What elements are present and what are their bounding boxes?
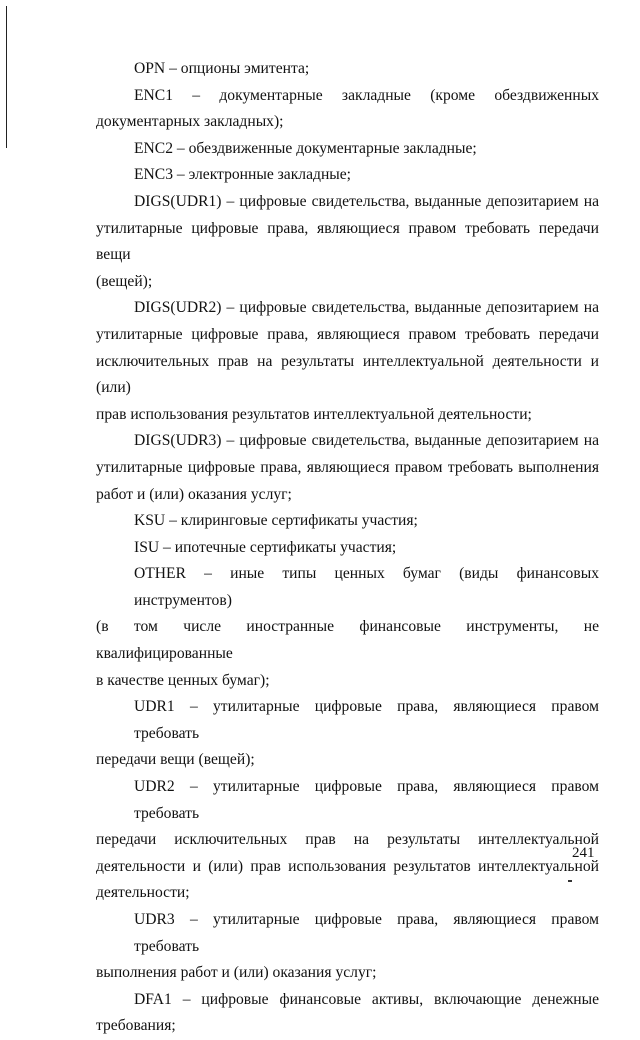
text-line: (в том числе иностранные финансовые инструменты, не квалифицированные: [96, 618, 599, 663]
margin-rule: [6, 6, 7, 148]
scan-mark: [568, 880, 572, 882]
text-line: UDR1 – утилитарные цифровые права, являющиеся правом требовать: [134, 698, 599, 742]
text-line: OTHER – иные типы ценных бумаг (виды финансовых инструментов): [134, 565, 599, 609]
text-line: утилитарные цифровые права, являющиеся правом требовать передачи вещи: [96, 219, 599, 264]
text-line: DIGS(UDR2) – цифровые свидетельства, выданные депозитарием на: [134, 299, 599, 317]
paragraph-udr2: [96, 774, 599, 907]
text-line: DIGS(UDR3) – цифровые свидетельства, выданные депозитарием на: [134, 432, 599, 450]
text-line: деятельности и (или) прав использования результатов интеллектуальной: [96, 857, 599, 875]
paragraph-digs-udr3: [96, 428, 599, 508]
text-line: DFA1 – цифровые финансовые активы, включающие денежные: [134, 990, 599, 1008]
text-line: утилитарные цифровые права, являющиеся правом требовать передачи: [96, 325, 599, 343]
text-line: прав использования результатов интеллектуальной деятельности;: [96, 405, 532, 423]
text-line: UDR2 – утилитарные цифровые права, являющиеся правом требовать: [134, 778, 599, 822]
paragraph-udr1: [96, 694, 599, 774]
text-line: утилитарные цифровые права, являющиеся правом требовать выполнения: [96, 458, 599, 476]
paragraph-digs-udr1: [96, 189, 599, 295]
paragraph-enc2: [96, 136, 599, 163]
paragraph-enc3: [96, 162, 599, 189]
paragraph-isu: [96, 535, 599, 562]
text-line: ENC1 – документарные закладные (кроме обездвиженных: [134, 86, 599, 104]
paragraph-opn: [96, 56, 599, 83]
text-line: в качестве ценных бумаг);: [96, 671, 270, 689]
text-line: ISU – ипотечные сертификаты участия;: [134, 538, 397, 556]
text-line: передачи вещи (вещей);: [96, 751, 255, 769]
paragraph-other: [96, 561, 599, 694]
page-number: 241: [572, 845, 595, 861]
paragraph-ksu: [96, 508, 599, 535]
paragraph-udr3: [96, 907, 599, 987]
text-line: (вещей);: [96, 272, 153, 290]
text-line: DIGS(UDR1) – цифровые свидетельства, выданные депозитарием на: [134, 192, 599, 210]
text-line: UDR3 – утилитарные цифровые права, являющиеся правом требовать: [134, 911, 599, 955]
text-line: работ и (или) оказания услуг;: [96, 485, 292, 503]
text-line: ENC3 – электронные закладные;: [134, 166, 352, 184]
text-line: требования;: [96, 1017, 176, 1035]
text-line: исключительных прав на результаты интеллектуальной деятельности и (или): [96, 352, 599, 397]
text-line: KSU – клиринговые сертификаты участия;: [134, 512, 418, 530]
paragraph-dfa1: [96, 987, 599, 1040]
document-body: [96, 56, 599, 1040]
text-line: ENC2 – обездвиженные документарные закладные;: [134, 139, 477, 157]
text-line: деятельности;: [96, 884, 190, 902]
text-line: выполнения работ и (или) оказания услуг;: [96, 964, 377, 982]
paragraph-digs-udr2: [96, 295, 599, 428]
paragraph-enc1: [96, 83, 599, 136]
text-line: документарных закладных);: [96, 113, 284, 131]
text-line: OPN – опционы эмитента;: [134, 60, 310, 77]
text-line: передачи исключительных прав на результаты интеллектуальной: [96, 831, 599, 849]
